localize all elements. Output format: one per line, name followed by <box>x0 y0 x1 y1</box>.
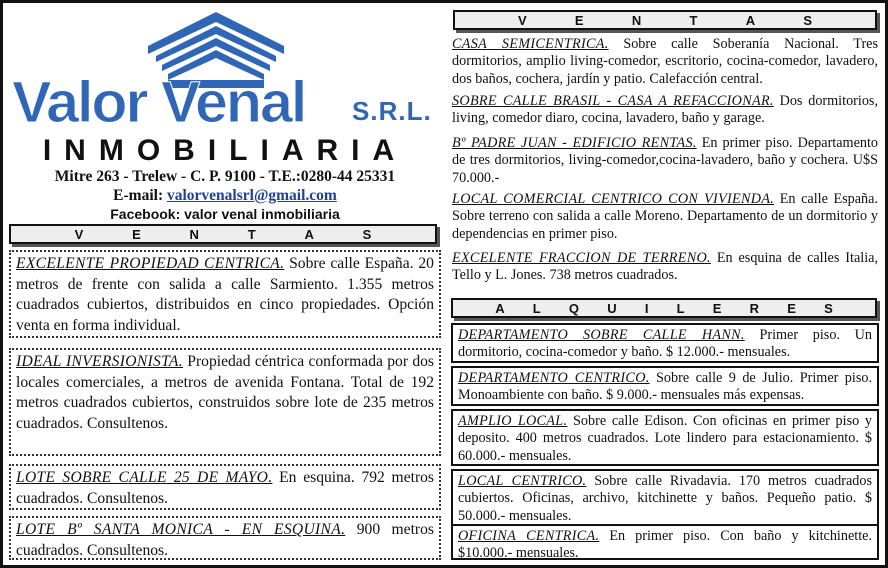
heading-letter: A <box>304 226 314 242</box>
heading-letter: E <box>787 300 796 316</box>
left-column <box>6 6 444 560</box>
heading-letter: T <box>247 226 256 242</box>
listing-right-ventas-2 <box>449 93 881 128</box>
listing-body: En esquina de calles Italia, Tello y L. Jones. 738 metros cuadrados. <box>452 250 878 284</box>
heading-letter: I <box>644 300 649 316</box>
listing-body: Sobre calle Soberanía Nacional. Tres dormitorios, amplio living-comedor, escritorio, cocina-comedor, lavadero, dos baños, cochera, jardín y patio. Calefacción central. <box>452 36 879 87</box>
listing-right-ventas-5 <box>449 250 881 285</box>
listing-left-ventas-1 <box>9 250 441 338</box>
heading-letter: R <box>749 300 760 316</box>
listing-title: DEPARTAMENTO SOBRE CALLE HANN. <box>458 327 745 343</box>
listing-right-ventas-3 <box>449 135 881 187</box>
heading-letter: E <box>132 226 141 242</box>
brand-name: Valor Venal <box>12 70 306 135</box>
listing-body: Dos dormitorios, living, comedor diaro, cocina, lavadero, baño y garage. <box>452 93 878 127</box>
listing-title: LOTE Bº SANTA MONICA - EN ESQUINA. <box>16 521 346 538</box>
heading-letter: N <box>631 12 642 28</box>
listing-right-ventas-1 <box>449 36 881 88</box>
contact-address: Mitre 263 - Trelew - C. P. 9100 - T.E.:0280-44 25331 <box>54 168 396 185</box>
listing-title: EXCELENTE FRACCION DE TERRENO. <box>452 250 711 266</box>
heading-letter: S <box>824 300 833 316</box>
heading-letter: E <box>574 12 584 28</box>
listing-title: DEPARTAMENTO CENTRICO. <box>458 370 650 386</box>
listing-body: En primer piso. Departamento de tres dormitorios, living-comedor,cocina-lavadero, baño y cochera. U$S 70.000.- <box>452 135 878 186</box>
heading-letter: E <box>712 300 722 316</box>
listing-body: Sobre calle 9 de Julio. Primer piso. Monoambiente con baño. $ 9.000.- mensuales más expensas. <box>458 370 873 404</box>
listing-right-ventas-4 <box>449 191 881 243</box>
heading-letter: V <box>518 12 527 28</box>
listing-title: LOCAL CENTRICO. <box>458 473 587 489</box>
listing-body: En esquina. 792 metros cuadrados. Consultenos. <box>16 469 435 507</box>
heading-letter: U <box>607 300 617 316</box>
listing-title: LOCAL COMERCIAL CENTRICO CON VIVIENDA. <box>452 191 775 207</box>
listing-title: IDEAL INVERSIONISTA. <box>16 353 183 370</box>
brand-logo <box>12 70 442 135</box>
right-column <box>449 6 882 560</box>
listing-alquiler-2 <box>451 366 879 406</box>
listing-body: 900 metros cuadrados. Consultenos. <box>16 521 434 559</box>
listing-body: Sobre calle Edison. Con oficinas en primer piso y deposito. 400 metros cuadrados. Lote lindero para estacionamiento. $ 60.000.- mensuales. <box>458 413 872 464</box>
listing-body: Sobre calle España. 20 metros de frente con salida a calle Sarmiento. 1.355 metros cuadrados cubiertos, distribuidos en cinco propiedades. Opción venta en forma individual. <box>16 255 434 334</box>
brand-suffix: S.R.L. <box>352 96 432 126</box>
listing-title: EXCELENTE PROPIEDAD CENTRICA. <box>16 255 285 272</box>
ventas-heading-right <box>453 10 877 30</box>
ventas-heading-left <box>9 224 437 244</box>
listing-left-ventas-3 <box>9 464 441 510</box>
listing-body: En calle España. Sobre terreno con salida a calle Moreno. Departamento de un dormitorio y dependencias en primer piso. <box>452 191 878 242</box>
listing-body: En primer piso. Con baño y kitchinette. $10.000.- mensuales. <box>458 528 872 562</box>
heading-letter: L <box>676 300 685 316</box>
heading-letter: A <box>745 12 756 28</box>
listing-body: Primer piso. Un dormitorio, cocina-comedor y baño. $ 12.000.- mensuales. <box>458 327 872 361</box>
listing-left-ventas-2 <box>9 348 441 456</box>
listing-alquiler-3 <box>451 409 879 466</box>
heading-letter: N <box>189 226 199 242</box>
contact-facebook: Facebook: valor venal inmobiliaria <box>110 206 340 222</box>
listing-alquiler-1 <box>451 323 879 363</box>
listing-title: AMPLIO LOCAL. <box>458 413 568 429</box>
listing-alquiler-5 <box>451 524 879 560</box>
email-link[interactable]: valorvenalsrl@gmail.com <box>166 187 337 204</box>
listing-title: Bº PADRE JUAN - EDIFICIO RENTAS. <box>452 135 697 151</box>
listing-title: SOBRE CALLE BRASIL - CASA A REFACCIONAR. <box>452 93 774 109</box>
heading-letter: A <box>495 300 505 316</box>
listing-title: LOTE SOBRE CALLE 25 DE MAYO. <box>16 469 273 486</box>
alquileres-heading <box>451 298 877 318</box>
listing-title: CASA SEMICENTRICA. <box>452 36 609 52</box>
heading-letter: S <box>362 226 372 242</box>
listing-title: OFICINA CENTRICA. <box>458 528 600 544</box>
heading-letter: Q <box>568 300 580 316</box>
listing-left-ventas-4 <box>9 516 441 560</box>
heading-letter: S <box>803 12 812 28</box>
heading-letter: V <box>74 226 84 242</box>
listing-body: Propiedad céntrica conformada por dos locales comerciales, a metros de avenida Fontana. Total de 192 metros cuadrados cubiertos, construidos sobre lote de 235 metros cuadrados. Consultenos. <box>16 353 435 432</box>
listing-alquiler-4 <box>451 469 879 526</box>
heading-letter: T <box>689 12 698 28</box>
tagline: INMOBILIARIA <box>42 134 408 167</box>
heading-letter: L <box>532 300 541 316</box>
listing-body: Sobre calle Rivadavia. 170 metros cuadrados cubiertos. Oficinas, archivo, kitchinette y baños. Pequeño patio. $ 50.000.- mensuales. <box>458 473 872 524</box>
email-label: E-mail: <box>113 187 164 204</box>
contact-email <box>6 187 444 205</box>
